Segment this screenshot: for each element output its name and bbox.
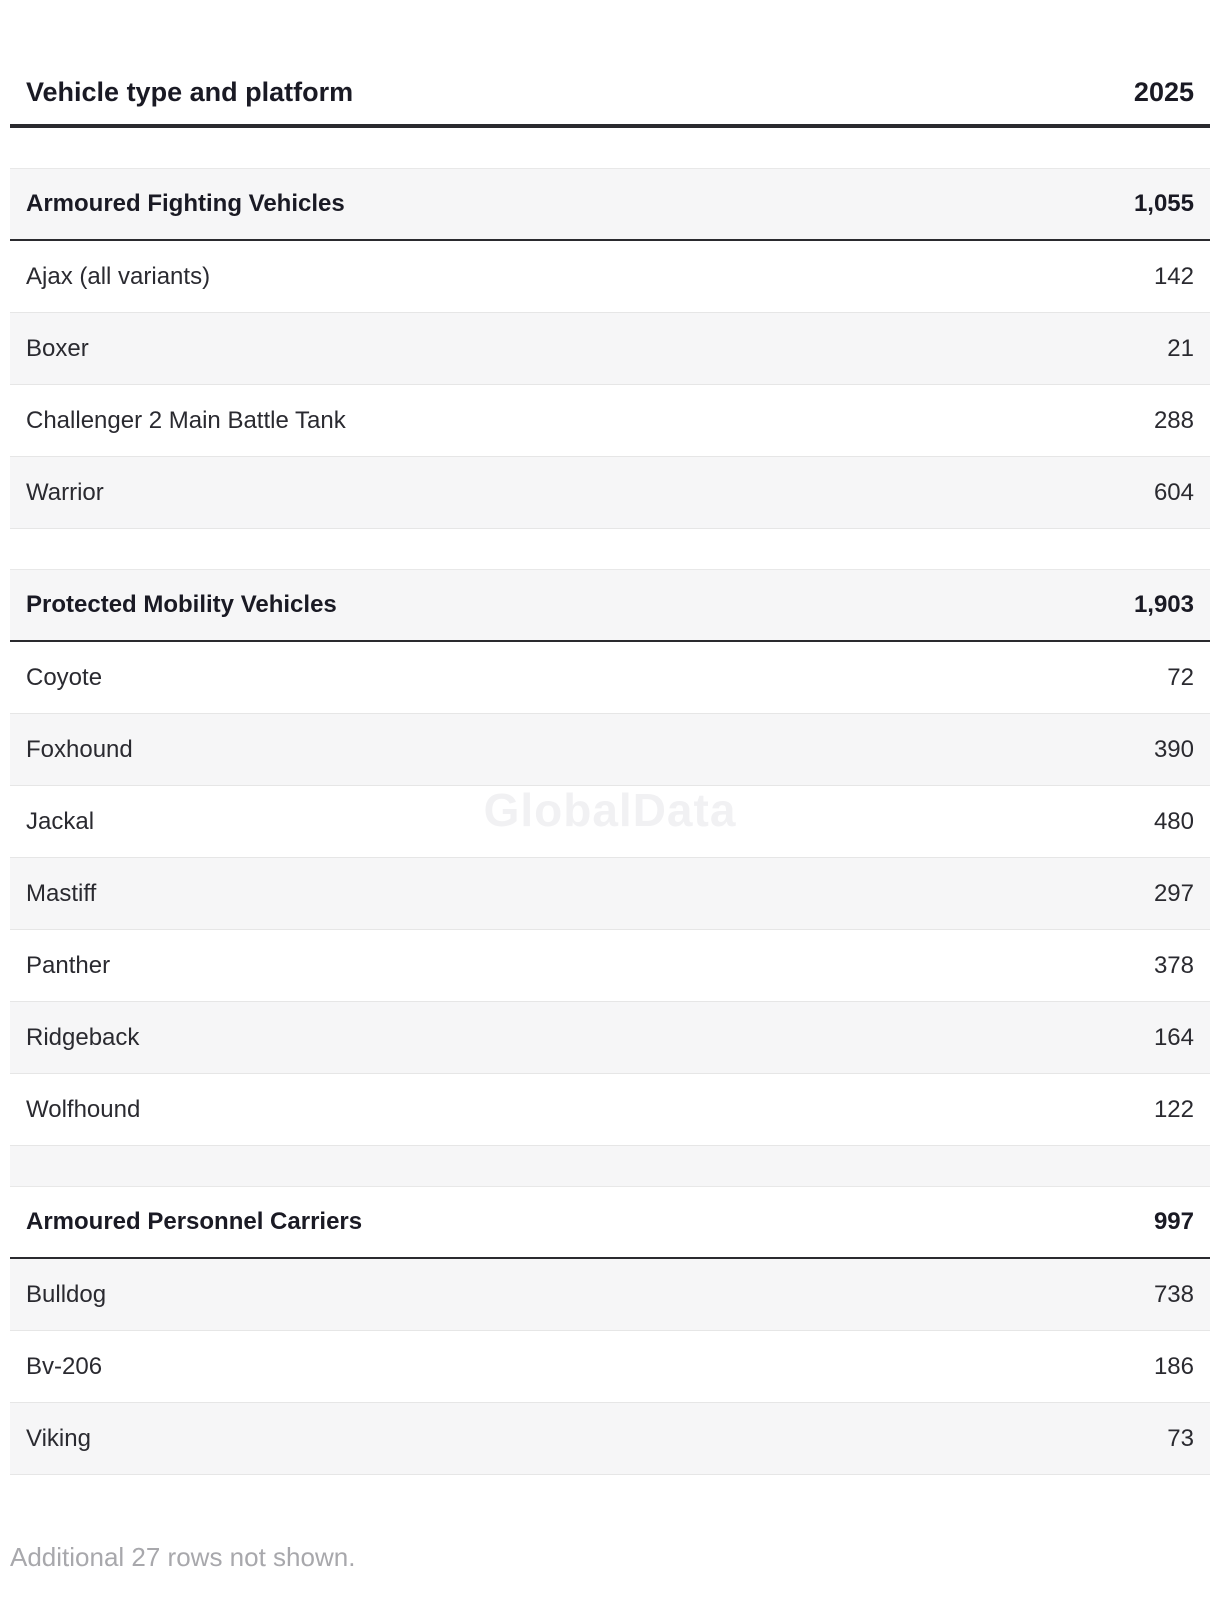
row-label: Warrior: [26, 478, 104, 506]
group-total: 1,903: [1133, 591, 1194, 618]
row-label: Ridgeback: [26, 1023, 140, 1051]
row-label: Panther: [26, 951, 111, 979]
table-row: [10, 385, 1210, 457]
row-value: 122: [1153, 1095, 1194, 1123]
table-row: [10, 1074, 1210, 1146]
row-value: 164: [1153, 1023, 1194, 1051]
group-label: Armoured Personnel Carriers: [26, 1208, 363, 1235]
vehicle-table: [10, 60, 1210, 1475]
row-label: Bulldog: [26, 1280, 107, 1308]
group-label: Protected Mobility Vehicles: [26, 591, 337, 618]
row-value: 21: [1167, 334, 1194, 362]
row-label: Jackal: [26, 807, 95, 835]
table-row: [10, 714, 1210, 786]
table-header: [10, 60, 1210, 128]
table-row: [10, 1403, 1210, 1475]
group-row-armoured-personnel-carriers: [10, 1187, 1210, 1259]
group-spacer: [10, 128, 1210, 169]
table-row: [10, 1259, 1210, 1331]
row-label: Mastiff: [26, 879, 97, 907]
table-row: [10, 930, 1210, 1002]
footnote: Additional 27 rows not shown.: [10, 1542, 356, 1572]
row-value: 390: [1153, 735, 1194, 763]
group-total: 997: [1153, 1208, 1194, 1235]
group-spacer: [10, 1146, 1210, 1187]
row-value: 288: [1153, 406, 1194, 434]
row-label: Boxer: [26, 334, 89, 362]
row-value: 297: [1153, 879, 1194, 907]
group-spacer: [10, 529, 1210, 570]
header-year: 2025: [1133, 76, 1194, 107]
row-label: Coyote: [26, 663, 103, 691]
row-value: 142: [1153, 262, 1194, 290]
table-row: [10, 1331, 1210, 1403]
table-row: [10, 786, 1210, 858]
group-row-protected-mobility-vehicles: [10, 570, 1210, 642]
table-row: [10, 241, 1210, 313]
row-label: Wolfhound: [26, 1095, 141, 1123]
group-label: Armoured Fighting Vehicles: [26, 190, 345, 217]
row-value: 73: [1167, 1424, 1194, 1452]
row-value: 72: [1167, 663, 1194, 691]
header-label: Vehicle type and platform: [26, 76, 354, 107]
row-label: Challenger 2 Main Battle Tank: [26, 406, 346, 434]
watermark: GlobalData: [483, 784, 737, 836]
row-label: Ajax (all variants): [26, 262, 211, 290]
row-value: 604: [1153, 478, 1194, 506]
table-row: [10, 457, 1210, 529]
row-label: Viking: [26, 1424, 91, 1452]
table-row: [10, 1002, 1210, 1074]
table-row: [10, 642, 1210, 714]
table-row: [10, 313, 1210, 385]
row-value: 378: [1153, 951, 1194, 979]
row-label: Foxhound: [26, 735, 133, 763]
row-label: Bv-206: [26, 1352, 103, 1380]
table-row: [10, 858, 1210, 930]
row-value: 738: [1153, 1280, 1194, 1308]
group-total: 1,055: [1133, 190, 1194, 217]
row-value: 480: [1153, 807, 1194, 835]
group-row-armoured-fighting-vehicles: [10, 169, 1210, 241]
row-value: 186: [1153, 1352, 1194, 1380]
